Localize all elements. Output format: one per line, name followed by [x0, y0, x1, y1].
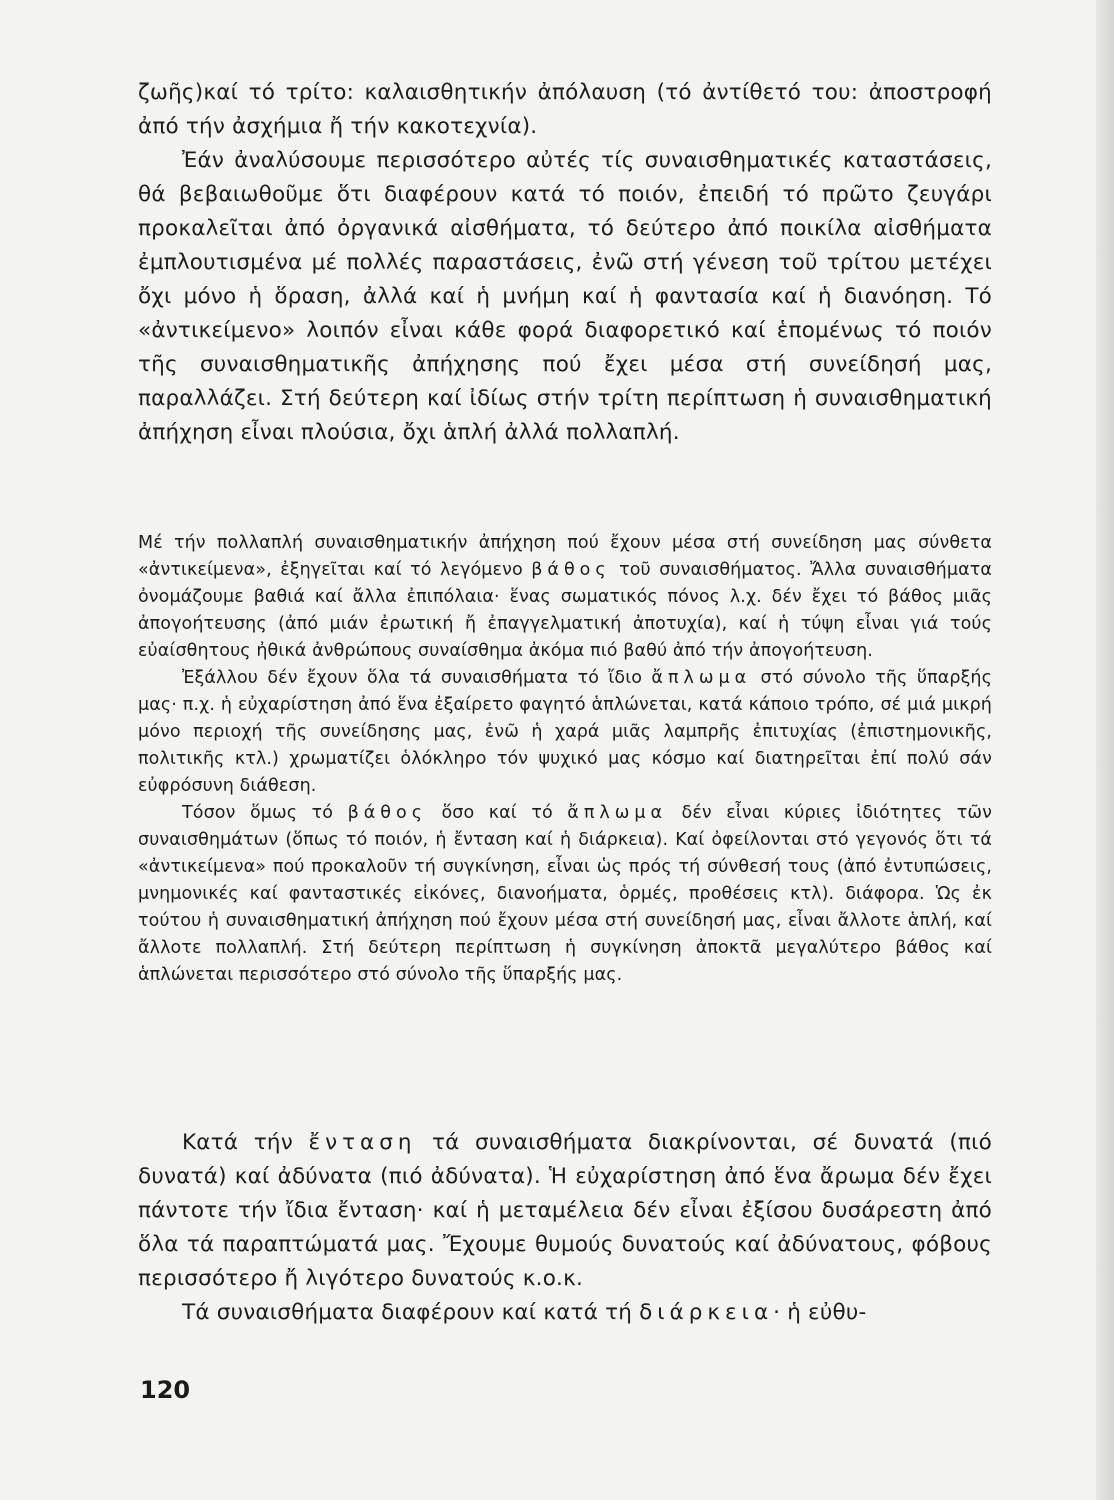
term-aploma-2: ἄπλωμα: [567, 803, 668, 823]
text-block-top: [138, 76, 992, 450]
text-block-small-print: [138, 530, 992, 989]
paragraph-4: Ἐξάλλου δέν ἔχουν ὅλα τά συναισθήματα τό ἴδιο ἄπλωμα στό σύνολο τῆς ὕπαρξής μας· π.χ. ἡ εὐχαρίστηση ἀπό ἕνα ἐξαίρετο φαγητό ἁπλώνεται, κατά κάποιο τρόπο, σέ μιά μικρή μόνο περιοχή τῆς συνείδησης μας, ἐνῶ ἡ χαρά μιᾶς λαμπρῆς ἐπιτυχίας (ἐπιστημονικῆς, πολιτικῆς κτλ.) χρωματίζει ὁλόκληρο τόν ψυχικό μας κόσμο καί διατηρεῖται ἐπί πολύ σάν εὐφρόσυνη διάθεση.: [138, 668, 992, 796]
paragraph-1: ζωῆς)καί τό τρίτο: καλαισθητικήν ἀπόλαυση (τό ἀντίθετό του: ἀποστροφή ἀπό τήν ἀσχήμια ἤ τήν κακοτεχνία).: [138, 80, 992, 139]
paragraph-5: Τόσον ὅμως τό βάθος ὅσο καί τό ἄπλωμα δέν εἶναι κύριες ἰδιότητες τῶν συναισθημάτων (ὅπως τό ποιόν, ἡ ἔνταση καί ἡ διάρκεια). Καί ὀφείλονται στό γεγονός ὅτι τά «ἀντικείμενα» πού προκαλοῦν τή συγκίνηση, εἶναι ὡς πρός τή σύνθεσή τους (ἀπό ἐντυπώσεις, μνημονικές καί φανταστικές εἰκόνες, διανοήματα, ὁρμές, προθέσεις κτλ). διάφορα. Ὡς ἐκ τούτου ἡ συναισθηματική ἀπήχηση πού ἔχουν μέσα στή συνείδησή μας, εἶναι ἄλλοτε ἁπλή, καί ἄλλοτε πολλαπλή. Στή δεύτερη περίπτωση ἡ συγκίνηση ἀποκτᾶ μεγαλύτερο βάθος καί ἁπλώνεται περισσότερο στό σύνολο τῆς ὕπαρξής μας.: [138, 803, 992, 985]
text-block-bottom: [138, 1126, 992, 1330]
term-entasi: ἔνταση: [308, 1130, 417, 1155]
page-edge: [1096, 0, 1114, 1500]
term-aploma: ἄπλωμα: [651, 668, 752, 688]
paragraph-7: Τά συναισθήματα διαφέρουν καί κατά τή διάρκεια· ἡ εὐθυ-: [182, 1300, 867, 1325]
paragraph-3: Μέ τήν πολλαπλή συναισθηματικήν ἀπήχηση πού ἔχουν μέσα στή συνείδηση μας σύνθετα «ἀντικείμενα», ἐξηγεῖται καί τό λεγόμενο βάθος τοῦ συναισθήματος. Ἄλλα συναισθήματα ὀνομάζουμε βαθιά καί ἄλλα ἐπιπόλαια· ἕνας σωματικός πόνος λ.χ. δέν ἔχει τό βάθος μιᾶς ἀπογοήτευσης (ἀπό μιάν ἐρωτική ἤ ἐπαγγελματική ἀποτυχία), καί ἡ τύψη εἶναι γιά τούς εὐαίσθητους ἠθικά ἀνθρώπους συναίσθημα ἀκόμα πιό βαθύ ἀπό τήν ἀπογοήτευση.: [138, 533, 992, 661]
paragraph-2: Ἐάν ἀναλύσουμε περισσότερο αὐτές τίς συναισθηματικές καταστάσεις, θά βεβαιωθοῦμε ὅτι διαφέρουν κατά τό ποιόν, ἐπειδή τό πρῶτο ζευγάρι προκαλεῖται ἀπό ὀργανικά αἰσθήματα, τό δεύτερο ἀπό ποικίλα αἰσθήματα ἐμπλουτισμένα μέ πολλές παραστάσεις, ἐνῶ στή γένεση τοῦ τρίτου μετέχει ὄχι μόνο ἡ ὅραση, ἀλλά καί ἡ μνήμη καί ἡ φαντασία καί ἡ διανόηση. Τό «ἀντικείμενο» λοιπόν εἶναι κάθε φορά διαφορετικό καί ἑπομένως τό ποιόν τῆς συναισθηματικῆς ἀπήχησης πού ἔχει μέσα στή συνείδησή μας, παραλλάζει. Στή δεύτερη καί ἰδίως στήν τρίτη περίπτωση ἡ συναισθηματική ἀπήχηση εἶναι πλούσια, ὄχι ἁπλή ἀλλά πολλαπλή.: [138, 148, 992, 445]
term-diarkeia: διάρκεια: [639, 1300, 774, 1325]
page-number: 120: [140, 1376, 191, 1404]
paragraph-6: Κατά τήν ἔνταση τά συναισθήματα διακρίνονται, σέ δυνατά (πιό δυνατά) καί ἀδύνατα (πιό ἀδύνατα). Ἡ εὐχαρίστηση ἀπό ἕνα ἄρωμα δέν ἔχει πάντοτε τήν ἴδια ἔνταση· καί ἡ μεταμέλεια δέν εἶναι ἐξίσου δυσάρεστη ἀπό ὅλα τά παραπτώματά μας. Ἔχουμε θυμούς δυνατούς καί ἀδύνατους, φόβους περισσότερο ἤ λιγότερο δυνατούς κ.ο.κ.: [138, 1130, 992, 1291]
term-bathos-2: βάθος: [347, 803, 427, 823]
term-bathos: βάθος: [531, 560, 611, 580]
